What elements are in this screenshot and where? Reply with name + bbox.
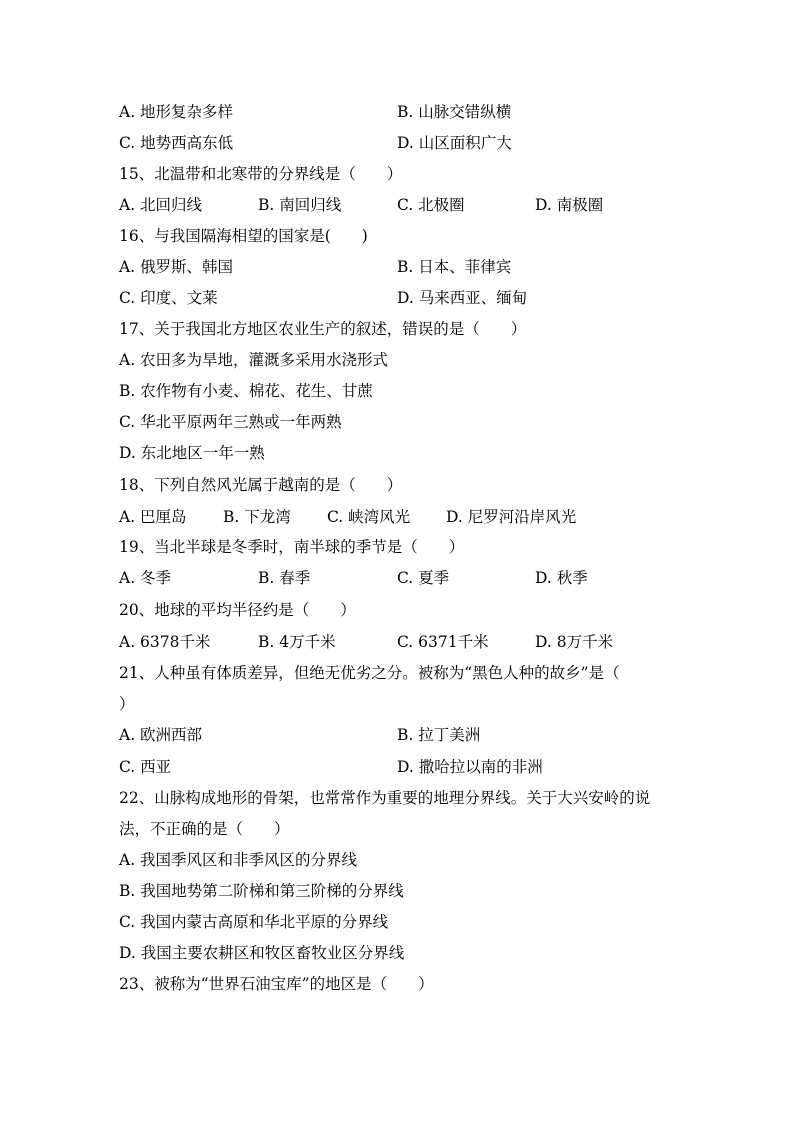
option-c: C. 我国内蒙古高原和华北平原的分界线 [119,913,389,931]
option-c: C. 夏季 [397,569,450,587]
option-c: C. 印度、文莱 [119,289,218,307]
option-b: B. 拉丁美洲 [397,726,481,744]
option-d: D. 8万千米 [535,633,614,651]
option-a: A. 我国季风区和非季风区的分界线 [119,851,358,869]
option-c: C. 华北平原两年三熟或一年两熟 [119,413,342,431]
option-c: C. 6371千米 [397,633,489,651]
option-a: A. 6378千米 [119,633,211,651]
question-21-stem-line-2: ） [119,695,135,713]
question-20-stem: 20、地球的平均半径约是（ ） [119,601,356,619]
option-row [119,757,679,777]
option-a: A. 地形复杂多样 [119,103,234,121]
option-a: A. 北回归线 [119,196,203,214]
option-c: C. 地势西高东低 [119,134,234,152]
option-c: C. 西亚 [119,758,172,776]
option-a: A. 农田多为旱地，灌溉多采用水浇形式 [119,351,389,369]
option-row [119,725,679,745]
option-b: B. 山脉交错纵横 [397,103,512,121]
option-a: A. 俄罗斯、韩国 [119,258,234,276]
option-d: D. 我国主要农耕区和牧区畜牧业区分界线 [119,944,405,962]
option-d: D. 撒哈拉以南的非洲 [397,758,543,776]
option-row [119,195,679,215]
option-d: D. 东北地区一年一熟 [119,444,265,462]
option-b: B. 下龙湾 [223,508,291,526]
option-a: A. 欧洲西部 [119,726,203,744]
option-d: D. 马来西亚、缅甸 [397,289,528,307]
option-row [119,257,679,277]
option-a: A. 冬季 [119,569,172,587]
option-d: D. 山区面积广大 [397,134,512,152]
question-18-stem: 18、下列自然风光属于越南的是（ ） [119,476,403,494]
question-19-stem: 19、当北半球是冬季时，南半球的季节是（ ） [119,538,465,556]
question-21-stem-line-1: 21、人种虽有体质差异，但绝无优劣之分。被称为“黑色人种的故乡”是（ [119,664,620,682]
option-row [119,632,679,652]
option-b: B. 春季 [258,569,311,587]
option-b: B. 4万千米 [258,633,336,651]
question-15-stem: 15、北温带和北寒带的分界线是（ ） [119,165,403,183]
option-b: B. 日本、菲律宾 [397,258,512,276]
question-17-stem: 17、关于我国北方地区农业生产的叙述，错误的是（ ） [119,320,527,338]
option-d: D. 南极圈 [535,196,604,214]
option-a: A. 巴厘岛 [119,508,187,526]
option-c: C. 峡湾风光 [327,508,411,526]
option-b: B. 南回归线 [258,196,342,214]
option-d: D. 秋季 [535,569,588,587]
question-22-stem-line-1: 22、山脉构成地形的骨架，也常常作为重要的地理分界线。关于大兴安岭的说 [119,789,651,807]
option-row [119,102,679,122]
option-b: B. 我国地势第二阶梯和第三阶梯的分界线 [119,882,404,900]
question-22-stem-line-2: 法，不正确的是（ ） [119,820,290,838]
option-row [119,133,679,153]
option-c: C. 北极圈 [397,196,465,214]
option-row [119,568,679,588]
option-row [119,507,679,527]
question-23-stem: 23、被称为“世界石油宝库”的地区是（ ） [119,975,434,993]
option-b: B. 农作物有小麦、棉花、花生、甘蔗 [119,382,373,400]
option-row [119,288,679,308]
option-d: D. 尼罗河沿岸风光 [446,508,577,526]
question-16-stem: 16、与我国隔海相望的国家是( ) [119,227,368,245]
